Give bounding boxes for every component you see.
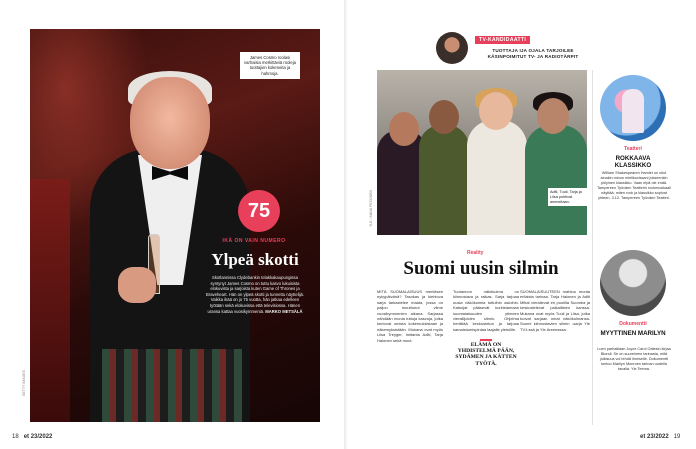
badge-label: IKÄ ON VAIN NUMERO <box>222 238 286 244</box>
page-number: 19 <box>673 434 681 440</box>
photo-person-2-face <box>429 100 459 134</box>
article-body-text: Skotlannissa Clydebankin telakkakaupungissa syntynyt James Cosmo on tuttu kasvo lukuisista elokuvista ja sarjoista kuten Game of Thrones ja Braveheart. Hän on ylpeä skotti ja tunnettu näyttelijä. Vaikka ikää on jo 75 vuotta, hän jatkaa edelleen työtään sekä elokuvissa että televisiossa. Hänen uransa kattaa vuosikymmeniä. <box>206 275 304 314</box>
article-body <box>206 275 304 314</box>
columnist-avatar <box>436 32 468 64</box>
sidebar-body-theatre: William Shakespearen Hamlet on ollut ainakin minun mielikuvissani jokseenkin pölyinen klassikko. Vaan eipä ole enää. Tampereen Työväen Teatterin rockmusikaali näyttää, miten rock ja klassikko sopivat yhteen. 3.12. Tampereen Työväen Teatteri. <box>597 171 671 200</box>
article-column-3: SUOMALAISUUTEEN mahtuu monta erilaista tarinaa. Tarja Halonen ja Aditi Mittal vierailevat eri puolilla Suomea ja keskustelevat paikallisten kanssa. Mukana ovat myös Tuuli ja Liisa, jotka tuovat sarjaan omat näkökulmansa. Suomi kiinnostavien silmin -sarja Yle TV1:ssä ja Yle Areenassa. <box>520 289 590 332</box>
photo-caption: James Cosmo roolasi varhaisia merkittäviä rooleja tuottajien kokeneita ja hahmoja. <box>240 52 300 79</box>
sidebar-photo-theatre <box>600 75 666 141</box>
photo-hand <box>118 267 156 303</box>
section-tag: TV-KANDIDAATTI <box>475 36 530 44</box>
article-column-2: Tuotannon näkökulma on kiinnostava ja raikas. Sarja tarjoaa uusia näkökulmia tuttuihin asioihin. Katsojat pääsevät kurkistamaan suomalaisuuden ytimeen vierailijoiden silmin. Ohjelma herättää keskustelua ja tarjoaa samaistumispintaa laajalle yleisölle. <box>453 289 519 332</box>
sidebar-photo-figure <box>622 89 644 133</box>
article-author: MARKO METSÄLÄ <box>265 308 303 314</box>
photo-tartan-kilt <box>102 349 242 422</box>
sidebar-title-theatre: ROKKAAVA KLASSIKKO <box>614 155 652 169</box>
folio-left <box>12 434 52 440</box>
page-number: 18 <box>12 434 19 440</box>
magazine-issue: et 23/2022 <box>23 434 53 440</box>
sidebar-divider <box>592 70 593 425</box>
photo-person-4 <box>525 125 587 235</box>
photo-person-3 <box>467 120 527 235</box>
sidebar-photo-documentary <box>600 250 666 316</box>
portrait-photo <box>30 29 320 422</box>
group-photo-caption: Aditi, Tuuli, Tarja ja Liisa pohtivat ammeitaan. <box>548 188 588 206</box>
section-intro: TUOTTAJA IJA OJALA TARJOILEE KÄSINPOIMITUT TV- JA RADIOTÄRPIT <box>487 48 579 59</box>
pull-quote-rule <box>480 339 492 341</box>
photo-face <box>130 77 210 169</box>
sidebar-tag-documentary: Dokumentti <box>619 321 647 327</box>
group-photo-credit: YLE / ANNA PESONEN <box>369 190 373 227</box>
sidebar-body-documentary: Luen parhaillaan Joyce Carol Oatesin kirjaa Blondi. Se on suurelmen tarinasta, mitä julkisuus voi tehdä ihmiselle. Dokumentti kertoo Marilyn Monroen tarinan uudella tavalla. Yle Teema. <box>597 347 671 371</box>
photo-person-3-face <box>479 92 513 130</box>
article-kicker: Reality <box>467 250 484 256</box>
photo-person-1-face <box>389 112 419 146</box>
article-column-1: MITÄ SUOMALAISUUS merkitsee nykypäivänä? Tasokas ja kiehtova sarja tarkastelee maata, jossa on paljon muuttunut viime vuosikymmenien aikana. Sarjassa nähdään monia tuttuja kasvoja, jotka kertovat omista kokemuksistaan ja näkemyksistään. Mukana ovat myös Liisa Treyger, Imitanta Aditi, Tarja Halonen sekä muut. <box>377 289 443 343</box>
magazine-issue: et 23/2022 <box>640 434 669 440</box>
main-headline: Suomi uusin silmin <box>403 258 559 279</box>
pull-quote: ELÄMÄ ON YHDISTELMÄ PÄÄN, SYDÄMEN JA KÄTTEN TYÖTÄ. <box>455 342 517 367</box>
photo-background-person <box>30 179 70 422</box>
photo-credit: GETTY IMAGES <box>22 370 26 397</box>
age-badge: 75 <box>238 190 280 232</box>
sidebar-title-documentary: MYYTTINEN MARILYN <box>600 330 666 337</box>
photo-person-2 <box>419 125 469 235</box>
photo-person-4-face <box>537 98 569 134</box>
group-photo <box>377 70 587 235</box>
folio-right <box>640 434 680 440</box>
article-headline: Ylpeä skotti <box>211 250 299 269</box>
sidebar-tag-theatre: Teatteri <box>624 146 642 152</box>
